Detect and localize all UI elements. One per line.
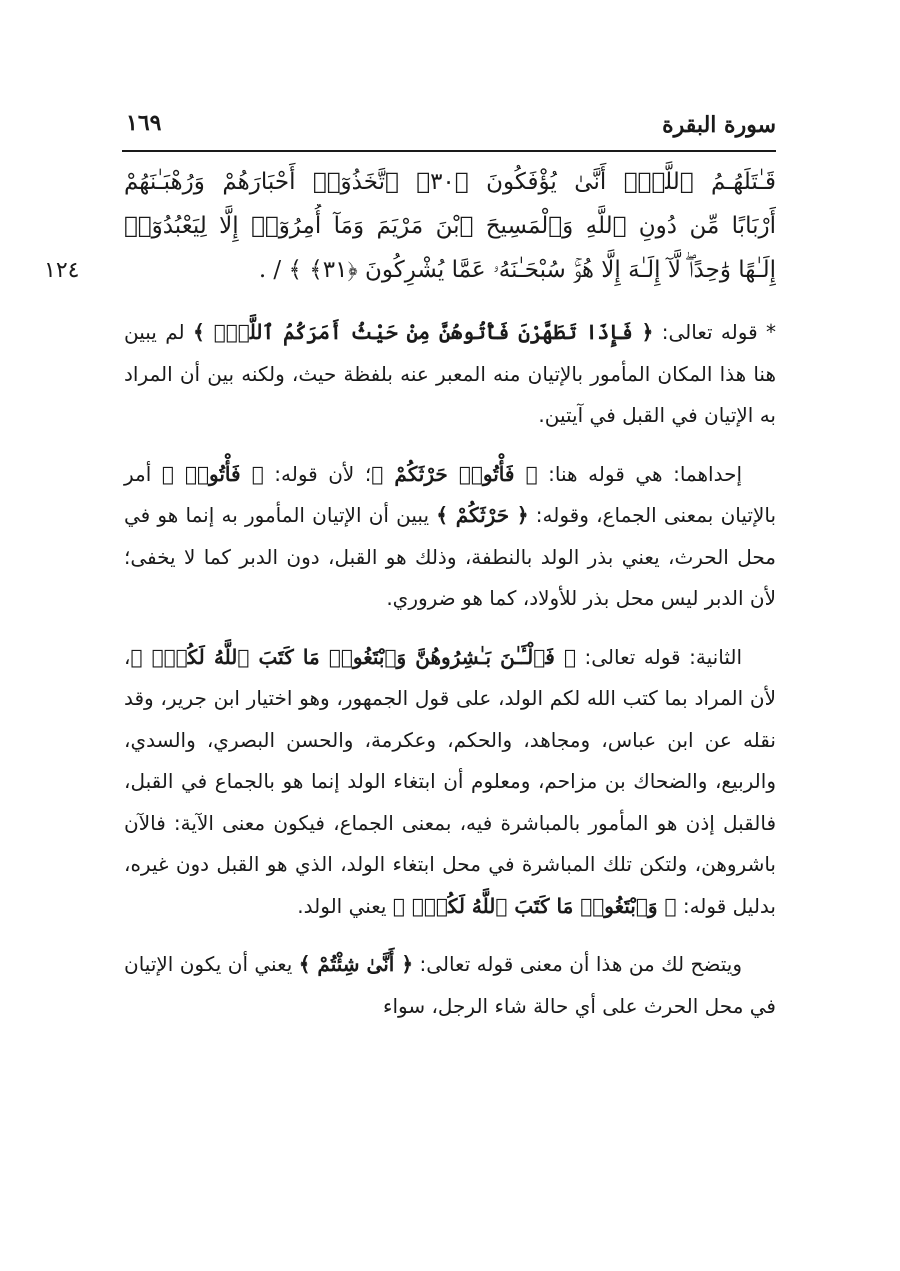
commentary-body [124,312,776,1044]
commentary-text: يبين أن الإتيان المأمور به إنما هو في محل الحرث، يعني بذر الولد بالنطفة، وذلك هو القبل، دون الدبر كما لا يخفى؛ لأن الدبر ليس محل بذر للأولاد، كما هو ضروري. [124,503,776,610]
quran-quote: ﴿ فَإِذَا تَطَهَّرْنَ فَأْتُوهُنَّ مِنْ حَيْثُ أَمَرَكُمُ ٱللَّهُۚ ﴾ [193,320,654,344]
commentary-paragraph [124,637,776,928]
margin-page-reference: ١٢٤ [44,258,80,283]
commentary-paragraph [124,312,776,437]
commentary-paragraph [124,454,776,620]
page-number: ١٦٩ [126,110,162,136]
commentary-text: يعني الولد. [297,893,393,918]
quran-line: إِلَـٰهًا وَٰحِدًاۖ لَّآ إِلَـٰهَ إِلَّا هُوَۚ سُبْحَـٰنَهُۥ عَمَّا يُشْرِكُونَ ﴿٣١﴾ ﴾ / . [258,257,776,283]
quran-quote: ﴿ أَنَّىٰ شِئْتُمْ ﴾ [298,952,414,976]
commentary-text: يعني أن يكون الإتيان في محل الحرث على أي حالة شاء الرجل، سواء [124,952,776,1018]
quran-quote: ﴿ وَٱبْتَغُوا۟ مَا كَتَبَ ٱللَّهُ لَكُمْۚ ﴾ [392,893,677,918]
quran-quote: ﴿ فَأْتُوا۟ حَرْثَكُمْ ﴾ [371,461,538,486]
commentary-text: لم يبين هنا هذا المكان المأمور بالإتيان منه المعبر عنه بلفظة حيث، ولكنه بين أن المراد به الإتيان في القبل في آيتين. [124,320,776,427]
quran-line: أَرْبَابًا مِّن دُونِ ٱللَّهِ وَٱلْمَسِيحَ ٱبْنَ مَرْيَمَ وَمَآ أُمِرُوٓا۟ إِلَّا لِيَعْبُدُوٓا۟ [124,213,776,239]
commentary-text: ، لأن المراد بما كتب الله لكم الولد، على قول الجمهور، وهو اختيار ابن جرير، وقد نقله عن ابن عباس، ومجاهد، والحكم، وعكرمة، والحسن البصري، والسدي، والربيع، والضحاك بن مزاحم، ومعلوم أن ابتغاء الولد إنما هو بالجماع في القبل، فالقبل إذن هو المأمور بالمباشرة فيه، بمعنى الجماع، فيكون معنى الآية: فالآن باشروهن، ولتكن تلك المباشرة في محل ابتغاء الولد، الذي هو القبل دون غيره، بدليل قوله: [124,644,776,918]
quran-quote: ﴿ فَأْتُوا۟ ﴾ [161,461,264,486]
quran-quote: ﴿ فَٱلْـَٔـٰنَ بَـٰشِرُوهُنَّ وَٱبْتَغُوا۟ مَا كَتَبَ ٱللَّهُ لَكُمْۚ ﴾ [130,644,576,669]
quran-verses-block [124,160,776,292]
quran-line: قَـٰتَلَهُـمُ ٱللَّهُۚ أَنَّىٰ يُؤْفَكُونَ ﴿٣٠﴾ ٱتَّخَذُوٓا۟ أَحْبَارَهُمْ وَرُهْبَـٰنَهُمْ [124,169,776,195]
commentary-text: ؛ لأن قوله: [263,461,372,486]
page-header [122,108,776,148]
commentary-text: * قوله تعالى: [653,320,776,344]
commentary-text: الثانية: قوله تعالى: [575,644,743,669]
surah-title: سورة البقرة [662,112,776,138]
header-divider [122,150,776,152]
commentary-text: ويتضح لك من هذا أن معنى قوله تعالى: [413,952,742,976]
quran-quote: ﴿ حَرْثَكُمْ ﴾ [436,503,529,527]
commentary-text: أمر بالإتيان بمعنى الجماع، وقوله: [124,461,777,527]
commentary-text: إحداهما: هي قوله هنا: [537,461,742,486]
commentary-paragraph [124,944,776,1027]
